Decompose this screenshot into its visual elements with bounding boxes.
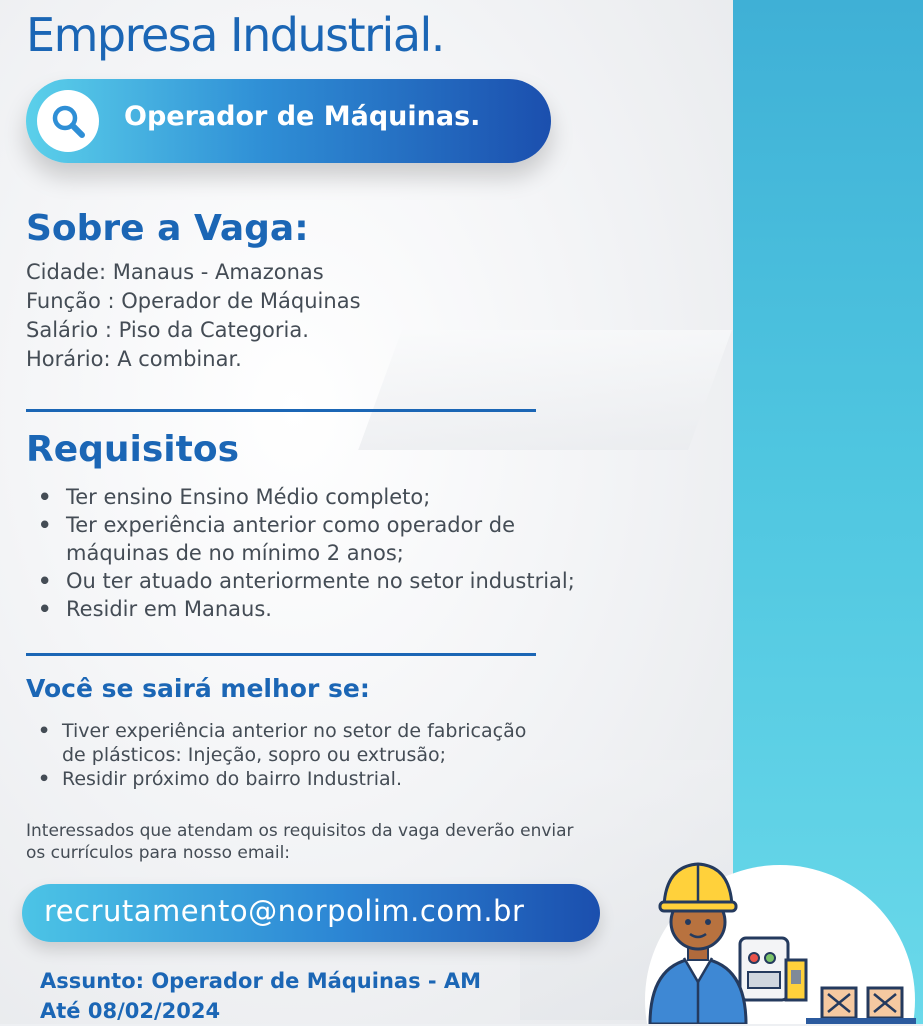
about-details: [26, 258, 361, 374]
section-divider: [26, 409, 536, 412]
list-item: • Ter experiência anterior como operador de máquinas de no mínimo 2 anos;: [38, 511, 575, 567]
job-title-label: Operador de Máquinas.: [124, 101, 481, 132]
requirements-list: [38, 483, 575, 623]
list-item: • Residir próximo do bairro Industrial.: [38, 767, 526, 791]
application-instructions: Interessados que atendam os requisitos da vaga deverão enviar os currículos para nosso email:: [26, 821, 574, 863]
schedule-line: Horário: A combinar.: [26, 347, 242, 371]
subject-block: [40, 966, 481, 1026]
role-line: Função : Operador de Máquinas: [26, 289, 361, 313]
email-banner[interactable]: [22, 884, 600, 942]
email-address[interactable]: recrutamento@norpolim.com.br: [44, 894, 525, 928]
page-title: Empresa Industrial.: [26, 8, 444, 62]
city-line: Cidade: Manaus - Amazonas: [26, 260, 324, 284]
job-title-banner: [26, 79, 551, 163]
section-divider: [26, 653, 536, 656]
deadline-line: Até 08/02/2024: [40, 999, 221, 1023]
worker-illustration: [636, 850, 923, 1024]
salary-line: Salário : Piso da Categoria.: [26, 318, 309, 342]
about-heading: Sobre a Vaga:: [26, 208, 309, 249]
requirements-heading: Requisitos: [26, 429, 240, 470]
list-item: • Ou ter atuado anteriormente no setor industrial;: [38, 567, 575, 595]
list-item: • Ter ensino Ensino Médio completo;: [38, 483, 575, 511]
search-icon: [37, 90, 99, 152]
list-item: • Tiver experiência anterior no setor de fabricação de plásticos: Injeção, sopro ou extrusão;: [38, 719, 526, 767]
list-item: • Residir em Manaus.: [38, 595, 575, 623]
subject-line: Assunto: Operador de Máquinas - AM: [40, 969, 482, 993]
bonus-list: [38, 719, 526, 791]
bonus-heading: Você se sairá melhor se:: [26, 674, 370, 703]
background-shape: [358, 330, 732, 450]
